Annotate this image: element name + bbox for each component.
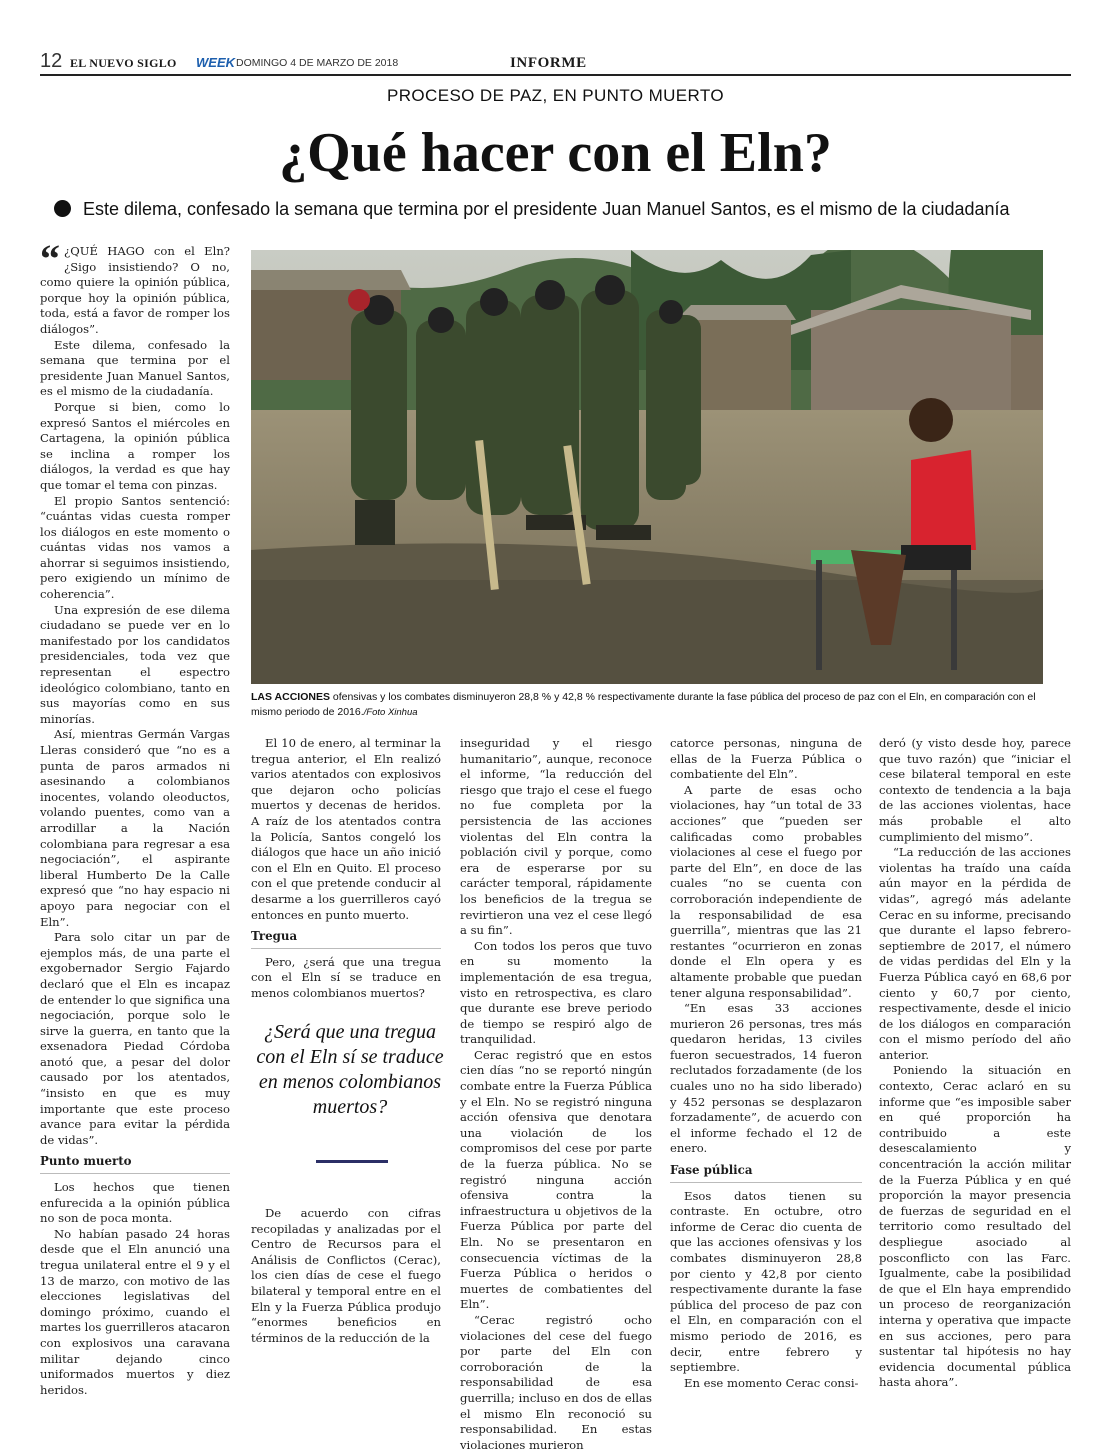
paragraph: Poniendo la situación en contexto, Cerac aclaró en su informe que “es imposible saber en qué proporción ha contribuido a este desescalamiento y concentración la acción militar de la Fuerza Pública y en qué proporción la mayor presencia de fuerzas de seguridad en el territorio como resultado del despliegue asociado al posconflicto con las Farc. Igualmente, cabe la posibilidad de que el Eln haya emprendido un proceso de reorganización interna y operativa que impacte en sus acciones, pero para sustentar tal hipótesis no hay evidencia documental pública hasta ahora”. — [879, 1063, 1071, 1390]
supplement-name: WEEK — [196, 55, 235, 70]
pull-quote: ¿Será que una tregua con el Eln sí se traduce en menos colombianos muertos? — [256, 1021, 444, 1118]
paragraph: De acuerdo con cifras recopiladas y analizadas por el Centro de Recursos para el Análisis de Conflictos (Cerac), los cien días de cese el fuego bilateral y temporal entre en el Eln y la Fuerza Pública produjo “enormes beneficios en términos de la reducción de la — [251, 1206, 441, 1345]
paragraph: “La reducción de las acciones violentas ha traído una caída aún mayor en la pérdida de vidas”, agregó más adelante Cerac en su informe, precisando que durante el lapso febrero-septiembre de 2017, el número de vidas perdidas del Eln y la Fuerza Pública cayó en 68,6 por ciento y 60,7 por ciento, respectivamente, desde el inicio de los diálogos en comparación con el mismo período del año anterior. — [879, 845, 1071, 1062]
article-photo — [251, 250, 1043, 684]
paragraph: Los hechos que tienen enfurecida a la opinión pública no son de poca monta. — [40, 1180, 230, 1226]
paragraph: catorce personas, ninguna de ellas de la Fuerza Pública o combatiente del Eln”. — [670, 736, 862, 782]
bullet-icon — [54, 200, 71, 217]
subhead-fase-publica: Fase pública — [670, 1163, 862, 1183]
page-header — [40, 52, 1071, 76]
column-4 — [670, 736, 862, 1391]
headline: ¿Qué hacer con el Eln? — [279, 122, 832, 184]
section-name: INFORME — [510, 55, 587, 71]
column-5 — [879, 736, 1071, 1391]
paragraph: A parte de esas ocho violaciones, hay “un total de 33 acciones” que “pueden ser calificadas como probables violaciones al cese el fuego por parte del Eln”, en doce de las cuales “no se cuenta con corroboración independiente de la responsabilidad de esa guerrilla”, mientras que las 21 restantes “ocurrieron en zonas donde el Eln opera y es altamente probable que puedan tener alguna responsabilidad”. — [670, 782, 862, 1000]
paragraph: inseguridad y el riesgo humanitario”, aunque, reconoce el informe, “la reducción del riesgo que trajo el cese el fuego no fue completa por la persistencia de las acciones violentas del Eln contra la población civil y porque, como era de esperarse por su carácter temporal, rápidamente los beneficios de la tregua se revirtieron una vez el cese llegó a su fin”. — [460, 736, 652, 938]
column-1 — [40, 236, 230, 1398]
subhead-tregua: Tregua — [251, 929, 441, 949]
deck — [54, 199, 1064, 220]
issue-date: DOMINGO 4 DE MARZO DE 2018 — [236, 57, 399, 69]
paragraph: Porque si bien, como lo expresó Santos el miércoles en Cartagena, la opinión pública se inclina a romper los diálogos, la verdad es que hay que tomar el tema con pinzas. — [40, 399, 230, 492]
paragraph: En ese momento Cerac consi- — [684, 1375, 859, 1390]
paragraph: Esos datos tienen su contraste. En octubre, otro informe de Cerac dio cuenta de que las acciones ofensivas y los combates disminuyeron 28,8 por ciento y 42,8 por ciento respectivamente durante la fase pública del proceso de paz con el Eln, en comparación con el mismo periodo de 2016, es decir, entre febrero y septiembre. — [670, 1188, 862, 1375]
paragraph: Para solo citar un par de ejemplos más, de una parte el exgobernador Sergio Fajardo declaró que el Eln es incapaz de entender lo que significa una negociación, porque solo le sirve la guerra, en tanto que la exsenadora Piedad Córdoba anotó que, a pesar del dolor causado por los atentados, “insisto en que es muy importante que este proceso avance para evitar la pérdida de vidas”. — [40, 930, 230, 1147]
photo-caption — [251, 690, 1051, 720]
open-quote-icon: “ — [40, 236, 60, 281]
paragraph: Pero, ¿será que una tregua con el Eln sí se traduce en menos colombianos muertos? — [251, 954, 441, 1000]
paragraph: “En esas 33 acciones murieron 26 personas, tres más quedaron heridas, 13 civiles fueron secuestrados, 14 fueron reclutados forzadamente (de los cuales uno no ha sido liberado) y 452 personas se desplazaron forzadamente”, de acuerdo con el informe fechado el 12 de enero. — [670, 1001, 862, 1156]
paragraph: Cerac registró que en estos cien días “no se reportó ningún combate entre la Fuerza Pública y el Eln. No se registró ninguna acción ofensiva que denotara una violación de los compromisos del cese por parte de la fuerza pública. No se registró ninguna acción ofensiva contra la infraestructura u objetivos de la Fuerza Pública por parte del Eln. No se presentaron en consecuencia víctimas de la Fuerza Pública o heridos o muertes de combatientes del Eln”. — [460, 1047, 652, 1312]
paragraph: El propio Santos sentenció: “cuántas vidas cuesta romper los diálogos en este momento o cuántas vidas nos vamos a ahorrar si seguimos insistiendo, pero exigiendo un mínimo de coherencia”. — [40, 493, 230, 602]
photo-credit: /Foto Xinhua — [363, 707, 418, 718]
deck-text: Este dilema, confesado la semana que termina por el presidente Juan Manuel Santos, es el mismo de la ciudadanía — [83, 199, 1010, 219]
photo-illustration — [251, 250, 1043, 684]
pull-quote-rule — [316, 1160, 388, 1163]
lead-paragraph: “ ¿QUÉ HAGO con el Eln? ¿Sigo insistiendo? O no, como quiere la opinión pública, porque hoy la opinión pública, toda, está a favor de romper los diálogos”. — [40, 236, 230, 336]
kicker: PROCESO DE PAZ, EN PUNTO MUERTO — [386, 86, 725, 105]
paragraph: deró (y visto desde hoy, parece que tuvo razón) que “iniciar el cese bilateral temporal en este contexto de tendencia a la baja de las acciones violentas, hace más probable el alto cumplimiento del mismo”. — [879, 736, 1071, 844]
column-2-continued — [251, 1206, 441, 1346]
page-number: 12 — [40, 50, 63, 72]
caption-lead: LAS ACCIONES — [251, 691, 330, 703]
subhead-punto-muerto: Punto muerto — [40, 1154, 230, 1174]
paragraph: “Cerac registró ocho violaciones del cese del fuego por parte del Eln con corroboración de la responsabilidad de esa guerrilla; incluso en dos de ellas el mismo Eln reconoció su responsabilidad. En estas violaciones murieron — [460, 1312, 652, 1452]
paragraph: Así, mientras Germán Vargas Lleras consideró que “no es a punta de paros armados ni asesinando a colombianos inocentes, volando oleoductos, volando puentes, como van a arrodillar a la Nación colombiana para regresar a esa negociación”, el aspirante liberal Humberto De la Calle expresó que “no hay espacio ni apoyo para negociar con el Eln”. — [40, 727, 230, 929]
paragraph: Con todos los peros que tuvo en su momento la implementación de esa tregua, visto en retrospectiva, es claro que durante ese breve periodo de tiempo se respiró algo de tranquilidad. — [460, 938, 652, 1047]
newspaper-name: EL NUEVO SIGLO — [70, 56, 177, 70]
caption-text: ofensivas y los combates disminuyeron 28,8 % y 42,8 % respectivamente durante la fase pública del proceso de paz con el Eln, en comparación con el mismo periodo de 2016. — [251, 691, 1036, 718]
paragraph: No habían pasado 24 horas desde que el Eln anunció una tregua unilateral entre el 9 y el 13 de marzo, con motivo de las elecciones legislativas del domingo próximo, cuando el martes los guerrilleros atacaron con explosivos una caravana militar dejando cinco uniformados muertos y diez heridos. — [40, 1226, 230, 1397]
paragraph: Este dilema, confesado la semana que termina por el presidente Juan Manuel Santos, es el mismo de la ciudadanía. — [40, 337, 230, 399]
column-3 — [460, 736, 652, 1453]
column-2 — [251, 736, 441, 1002]
paragraph: Una expresión de ese dilema ciudadano se puede ver en lo manifestado por los candidatos presidenciales, toda vez que representan el espectro ideológico colombiano, tanto en sus mayorías como en sus minorías. — [40, 602, 230, 726]
paragraph: El 10 de enero, al terminar la tregua anterior, el Eln realizó varios atentados con explosivos que dejaron ocho policías muertos y decenas de heridos. A raíz de los atentados contra la Policía, Santos congeló los diálogos que hace un año inició con el Eln en Quito. El proceso con el que pretende conducir al desarme a los guerrilleros cayó entonces en punto muerto. — [251, 736, 441, 922]
